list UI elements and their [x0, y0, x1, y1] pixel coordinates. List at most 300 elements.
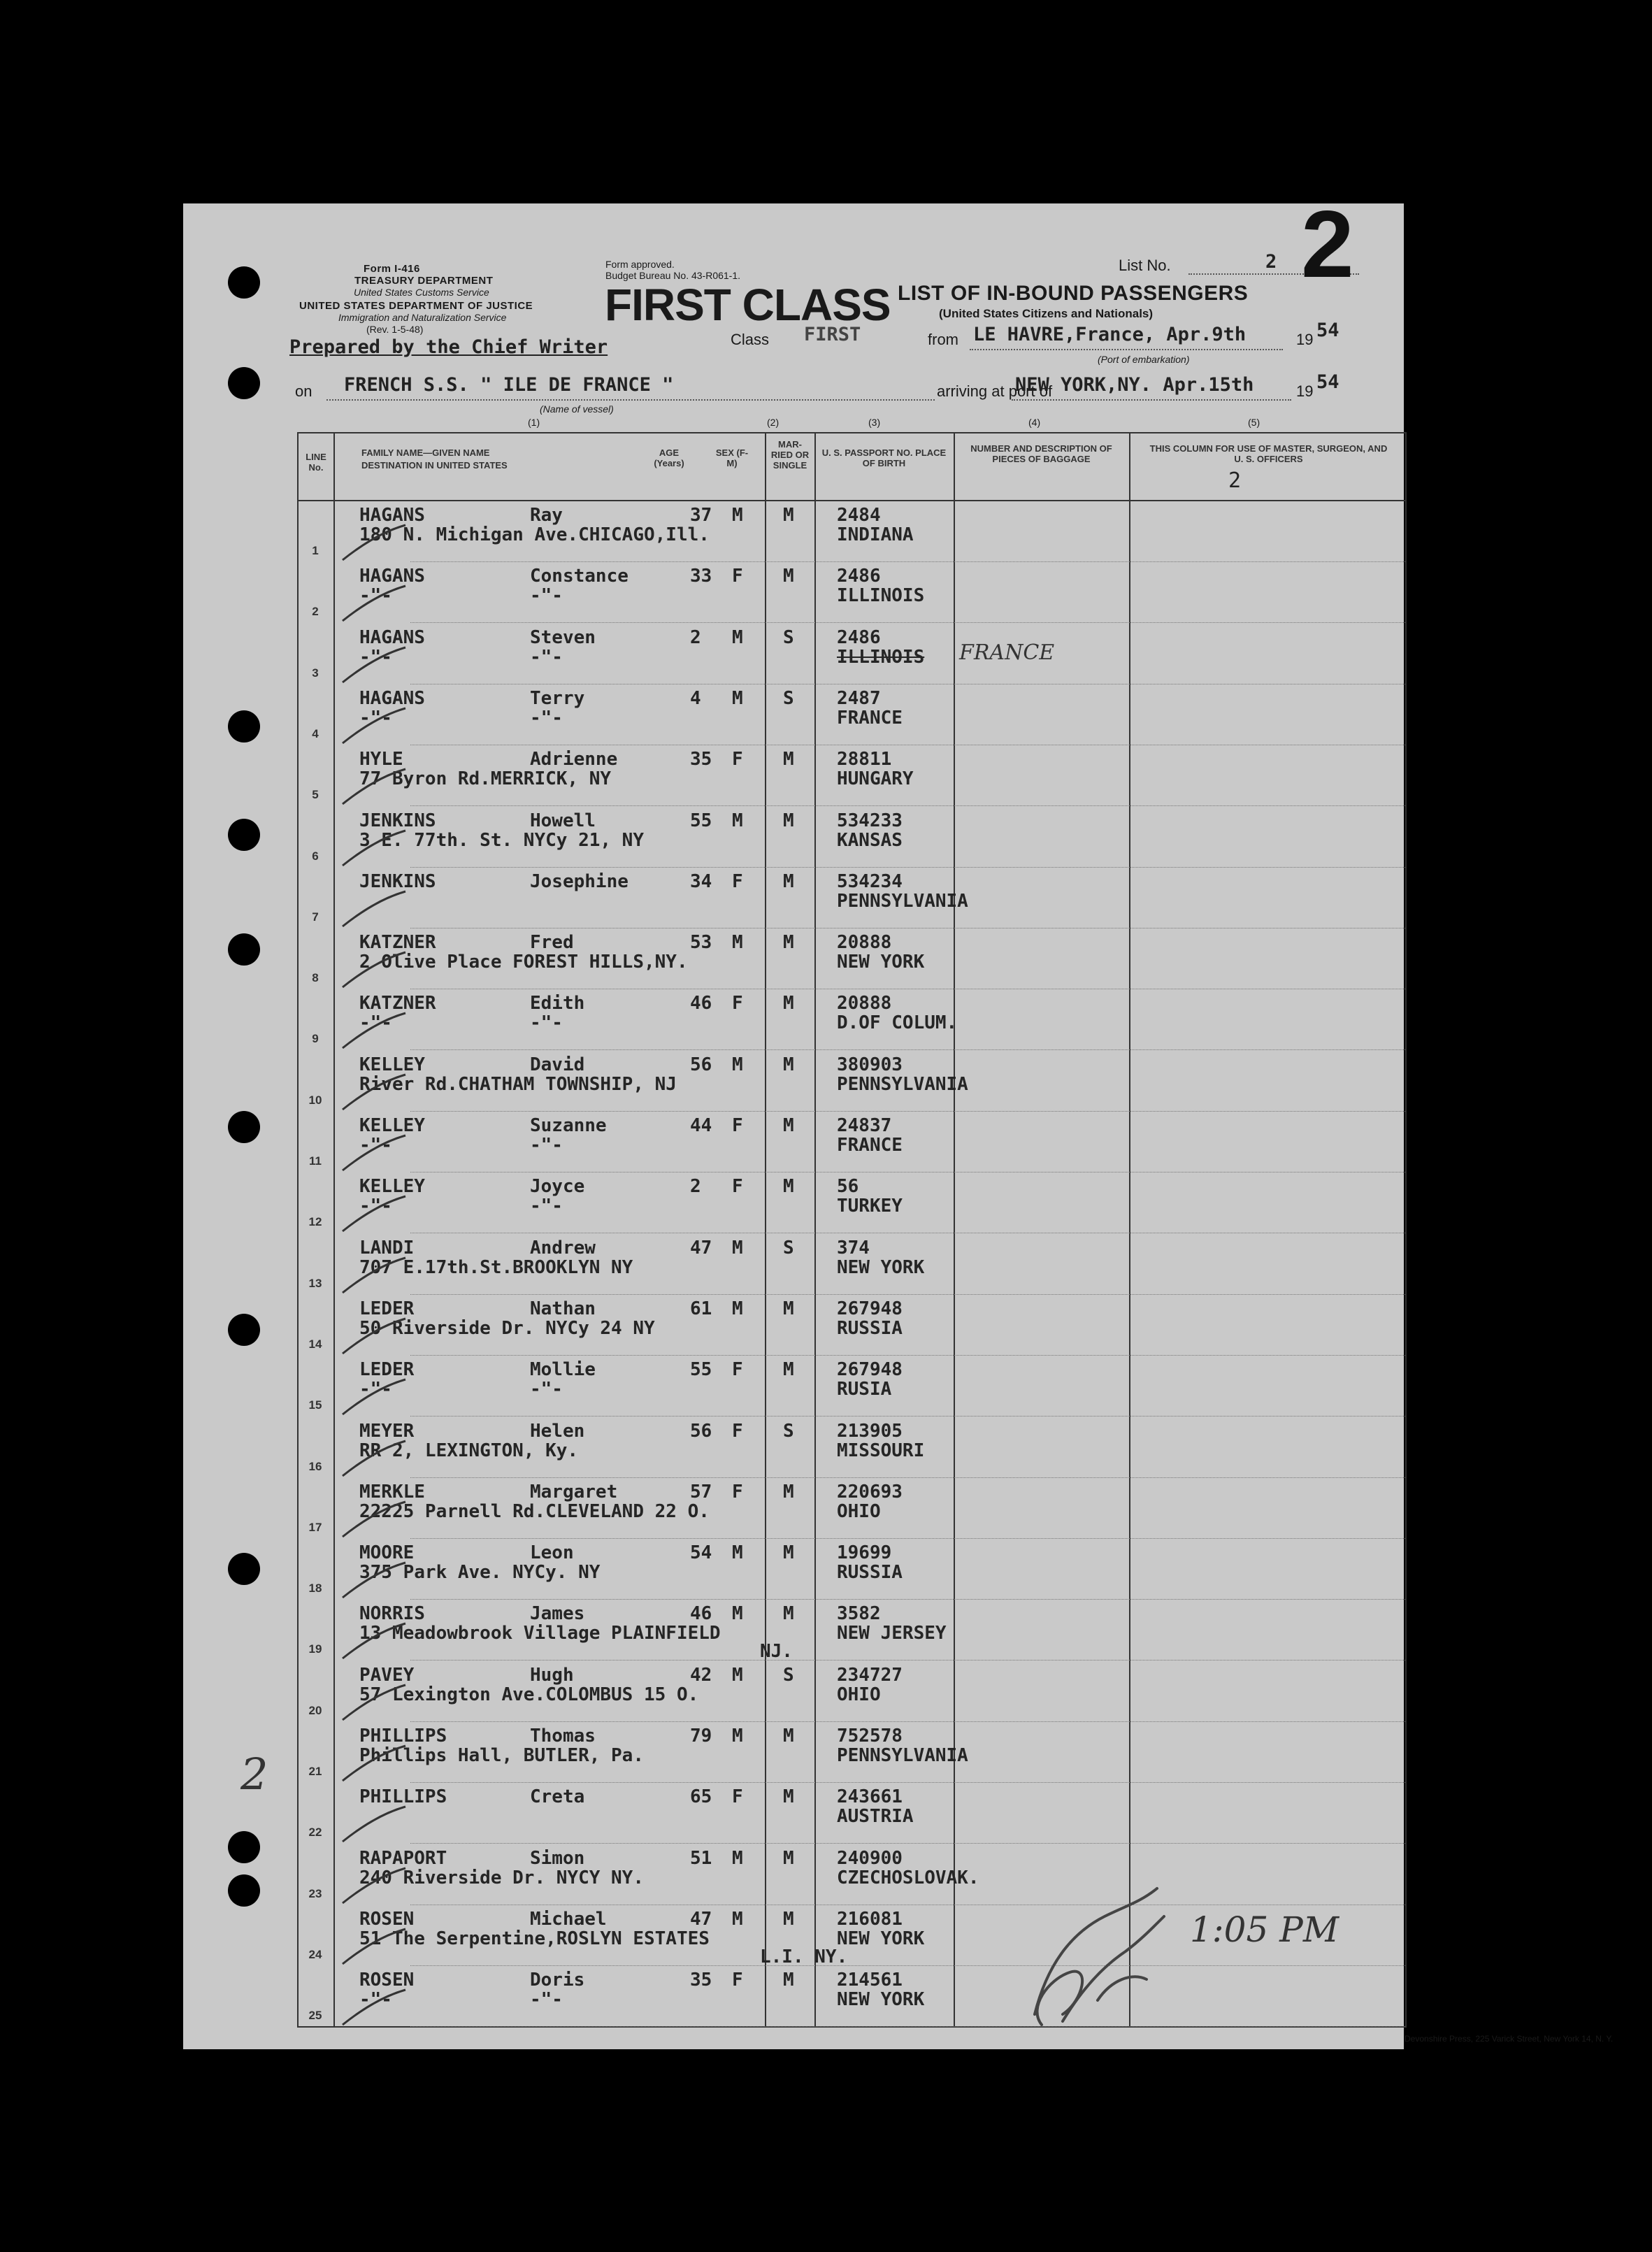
birth-place: AUSTRIA: [837, 1806, 914, 1828]
passport-number: 24837: [837, 1115, 892, 1136]
destination: 375 Park Ave. NYCy. NY: [359, 1562, 601, 1584]
check-mark-stroke: [343, 1441, 405, 1476]
line-number: 20: [308, 1703, 322, 1717]
check-mark-stroke: [343, 1807, 405, 1842]
passenger-row: [299, 684, 1405, 745]
sex: F: [732, 1970, 743, 1991]
birth-place: HUNGARY: [837, 768, 914, 790]
margin-mark: 2: [240, 1749, 268, 1800]
sex: M: [732, 626, 743, 648]
line-number: 16: [308, 1459, 322, 1473]
header-destination: DESTINATION IN UNITED STATES: [361, 460, 508, 471]
birth-place: PENNSYLVANIA: [837, 1073, 968, 1095]
passenger-row: [299, 1477, 1405, 1539]
birth-place: ILLINOIS: [837, 585, 925, 607]
arrival-value: NEW YORK,NY. Apr.15th: [1015, 374, 1254, 396]
sex: M: [732, 1542, 743, 1564]
sex: F: [732, 1359, 743, 1381]
given-name: Fred: [530, 932, 574, 954]
passenger-row: [299, 1721, 1405, 1783]
sex: M: [732, 1726, 743, 1747]
big-page-number: 2: [1301, 191, 1354, 297]
given-name: Edith: [530, 993, 585, 1014]
class-label: Class: [731, 331, 770, 348]
line-number: 15: [308, 1398, 322, 1412]
age: 55: [690, 810, 712, 831]
passenger-table: [297, 432, 1614, 2044]
destination-continuation: NJ.: [760, 1641, 793, 1663]
marital-status: M: [783, 749, 794, 770]
vessel-line: [326, 399, 935, 401]
age: 56: [690, 1054, 712, 1075]
check-mark-stroke: [343, 708, 405, 743]
passenger-row: [299, 1661, 1405, 1722]
line-number: 3: [312, 666, 319, 680]
embarkation-value: LE HAVRE,France, Apr.9th: [973, 324, 1247, 345]
passport-number: 267948: [837, 1359, 903, 1381]
destination: -"-: [359, 585, 392, 607]
destination: -"-: [359, 1135, 392, 1156]
birth-place: FRANCE: [837, 707, 903, 729]
age: 4: [690, 687, 701, 709]
age: 51: [690, 1847, 712, 1869]
given-name: James: [530, 1603, 585, 1625]
line-number: 13: [308, 1276, 322, 1290]
marital-status: M: [783, 1726, 794, 1747]
passenger-row: [299, 501, 1405, 562]
birth-place: PENNSYLVANIA: [837, 1745, 968, 1766]
family-name: KELLEY: [359, 1176, 425, 1198]
line-number: 11: [309, 1154, 322, 1168]
col-num-5: (5): [1248, 417, 1260, 428]
destination: Phillips Hall, BUTLER, Pa.: [359, 1745, 644, 1766]
family-name: ROSEN: [359, 1970, 415, 1991]
marital-status: M: [783, 1908, 794, 1930]
age: 35: [690, 749, 712, 770]
line-number: 23: [308, 1886, 322, 1900]
destination: 51 The Serpentine,ROSLYN ESTATES: [359, 1928, 710, 1949]
check-mark-stroke: [343, 1379, 405, 1414]
family-name: RAPAPORT: [359, 1847, 447, 1869]
vessel-caption: (Name of vessel): [540, 403, 614, 415]
passenger-row: [299, 806, 1405, 868]
age: 42: [690, 1664, 712, 1686]
destination-ditto: -"-: [530, 707, 563, 729]
marital-status: M: [783, 870, 794, 892]
line-number: 18: [308, 1582, 322, 1595]
passport-number: 240900: [837, 1847, 903, 1869]
marital-status: M: [783, 932, 794, 954]
class-value: FIRST: [804, 324, 861, 345]
given-name: Michael: [530, 1908, 607, 1930]
given-name: Andrew: [530, 1237, 596, 1258]
destination: -"-: [359, 1379, 392, 1400]
given-name: Howell: [530, 810, 596, 831]
marital-status: M: [783, 1359, 794, 1381]
line-number: 5: [312, 788, 319, 802]
given-name: Josephine: [530, 870, 629, 892]
passport-number: 374: [837, 1237, 870, 1258]
age: 61: [690, 1298, 712, 1319]
passenger-row: [299, 1294, 1405, 1356]
birth-place: MISSOURI: [837, 1440, 925, 1461]
family-name: KATZNER: [359, 932, 436, 954]
check-mark-stroke: [343, 1319, 405, 1354]
dept-customs: United States Customs Service: [354, 287, 489, 298]
check-mark: [339, 1498, 409, 1540]
birth-place: RUSIA: [837, 1379, 892, 1400]
check-mark: [339, 1010, 409, 1052]
check-mark-stroke: [343, 647, 405, 682]
destination: 2 Olive Place FOREST HILLS,NY.: [359, 952, 688, 973]
check-mark: [339, 1193, 409, 1235]
check-mark-stroke: [343, 1075, 405, 1110]
marital-status: S: [783, 626, 794, 648]
birth-place: D.OF COLUM.: [837, 1012, 958, 1034]
form-number: Form I-416: [364, 263, 420, 275]
passport-number: 20888: [837, 932, 892, 954]
officer-mark: 2: [1228, 468, 1242, 493]
form-revision: (Rev. 1-5-48): [366, 324, 424, 335]
check-mark-stroke: [343, 1990, 405, 2025]
given-name: Terry: [530, 687, 585, 709]
check-mark: [339, 1376, 409, 1418]
given-name: Helen: [530, 1420, 585, 1442]
marital-status: M: [783, 505, 794, 526]
given-name: Doris: [530, 1970, 585, 1991]
list-no-value: 2: [1265, 251, 1277, 273]
given-name: David: [530, 1054, 585, 1075]
destination: 57 Lexington Ave.COLOMBUS 15 O.: [359, 1684, 699, 1705]
manifest-sheet: [183, 191, 1614, 2049]
line-number: 9: [312, 1032, 319, 1046]
passenger-row: [299, 1965, 1405, 2027]
punch-hole: [228, 1831, 260, 1863]
passport-number: 234727: [837, 1664, 903, 1686]
marital-status: M: [783, 1603, 794, 1625]
marital-status: M: [783, 1847, 794, 1869]
sex: F: [732, 566, 743, 587]
birth-place: NEW YORK: [837, 952, 925, 973]
destination-ditto: -"-: [530, 1012, 563, 1034]
sex: M: [732, 1603, 743, 1625]
check-mark-stroke: [343, 1868, 405, 1903]
line-number: 19: [308, 1642, 322, 1656]
header-married: MAR-RIED OR SINGLE: [770, 439, 810, 471]
destination: -"-: [359, 1012, 392, 1034]
family-name: MOORE: [359, 1542, 415, 1564]
first-class-stamp: FIRST CLASS: [605, 280, 891, 330]
sex: M: [732, 1237, 743, 1258]
birth-place: INDIANA: [837, 524, 914, 545]
arriving-label: arriving at port of: [937, 382, 1053, 400]
birth-place: RUSSIA: [837, 1317, 903, 1339]
age: 2: [690, 626, 701, 648]
family-name: HAGANS: [359, 566, 425, 587]
header-line-no: LINE No.: [306, 452, 326, 473]
sex: M: [732, 1664, 743, 1686]
sex: M: [732, 810, 743, 831]
col-num-1: (1): [528, 417, 540, 428]
passenger-row: [299, 1417, 1405, 1478]
line-number: 14: [308, 1337, 322, 1351]
line-number: 2: [312, 605, 319, 619]
given-name: Joyce: [530, 1176, 585, 1198]
check-mark: [339, 766, 409, 808]
sex: F: [732, 1481, 743, 1502]
passport-number: 214561: [837, 1970, 903, 1991]
line-number: 12: [308, 1215, 322, 1229]
family-name: HYLE: [359, 749, 403, 770]
vessel-name: FRENCH S.S. " ILE DE FRANCE ": [344, 374, 674, 396]
header-baggage: NUMBER AND DESCRIPTION OF PIECES OF BAGGAGE: [970, 443, 1112, 464]
col-num-3: (3): [868, 417, 881, 428]
punch-hole: [228, 1553, 260, 1585]
destination: -"-: [359, 707, 392, 729]
arrival-line: [1012, 399, 1291, 401]
check-mark: [339, 1742, 409, 1784]
inspector-signature: [1021, 1874, 1175, 2035]
age: 33: [690, 566, 712, 587]
check-mark-stroke: [343, 1258, 405, 1293]
family-name: JENKINS: [359, 810, 436, 831]
header-passport: U. S. PASSPORT NO. PLACE OF BIRTH: [821, 447, 947, 468]
marital-status: M: [783, 566, 794, 587]
check-mark: [339, 1925, 409, 1967]
year-value-1: 54: [1316, 320, 1339, 341]
from-line: [970, 349, 1283, 350]
age: 2: [690, 1176, 701, 1198]
marital-status: S: [783, 1664, 794, 1686]
check-mark-stroke: [343, 769, 405, 804]
sex: M: [732, 1908, 743, 1930]
passport-number: 216081: [837, 1908, 903, 1930]
family-name: NORRIS: [359, 1603, 425, 1625]
sex: M: [732, 505, 743, 526]
check-mark-stroke: [343, 952, 405, 987]
family-name: JENKINS: [359, 870, 436, 892]
printer-footer: Devonshire Press, 225 Varick Street, New York 14, N. Y.: [1405, 2034, 1614, 2044]
marital-status: M: [783, 1786, 794, 1808]
family-name: LEDER: [359, 1298, 415, 1319]
passport-number: 534233: [837, 810, 903, 831]
sex: M: [732, 687, 743, 709]
passenger-row: [299, 1782, 1405, 1844]
check-mark: [339, 1315, 409, 1357]
check-mark-stroke: [343, 1929, 405, 1964]
given-name: Constance: [530, 566, 629, 587]
age: 37: [690, 505, 712, 526]
family-name: MERKLE: [359, 1481, 425, 1502]
birth-place: KANSAS: [837, 829, 903, 851]
passport-number: 2484: [837, 505, 881, 526]
passenger-row: [299, 928, 1405, 989]
header-age: AGE (Years): [654, 447, 684, 468]
birth-place: FRANCE: [837, 1135, 903, 1156]
header-officers: THIS COLUMN FOR USE OF MASTER, SURGEON, AND U. S. OFFICERS: [1149, 443, 1388, 464]
line-number: 10: [308, 1093, 322, 1107]
age: 56: [690, 1420, 712, 1442]
destination: River Rd.CHATHAM TOWNSHIP, NJ: [359, 1073, 677, 1095]
marital-status: S: [783, 1420, 794, 1442]
check-mark-stroke: [343, 1746, 405, 1781]
check-mark: [339, 1132, 409, 1174]
passport-number: 28811: [837, 749, 892, 770]
check-mark-stroke: [343, 1013, 405, 1048]
given-name: Thomas: [530, 1726, 596, 1747]
check-mark: [339, 1437, 409, 1479]
family-name: ROSEN: [359, 1908, 415, 1930]
check-mark-stroke: [343, 525, 405, 560]
line-number: 7: [312, 910, 319, 924]
marital-status: M: [783, 810, 794, 831]
check-mark-stroke: [343, 1685, 405, 1720]
line-number: 8: [312, 971, 319, 985]
destination: 240 Riverside Dr. NYCY NY.: [359, 1867, 644, 1888]
age: 46: [690, 1603, 712, 1625]
destination: -"-: [359, 646, 392, 668]
family-name: HAGANS: [359, 626, 425, 648]
family-name: LANDI: [359, 1237, 415, 1258]
form-approved: Form approved.: [605, 259, 675, 270]
destination-ditto: -"-: [530, 1135, 563, 1156]
embarkation-caption: (Port of embarkation): [1098, 354, 1190, 365]
given-name: Mollie: [530, 1359, 596, 1381]
passport-number: 19699: [837, 1542, 892, 1564]
marital-status: M: [783, 1298, 794, 1319]
family-name: PAVEY: [359, 1664, 415, 1686]
check-mark: [339, 705, 409, 747]
age: 44: [690, 1115, 712, 1136]
birth-place: OHIO: [837, 1684, 881, 1705]
destination: 50 Riverside Dr. NYCy 24 NY: [359, 1317, 655, 1339]
age: 54: [690, 1542, 712, 1564]
birth-place: NEW YORK: [837, 1989, 925, 2011]
check-mark: [339, 1620, 409, 1662]
passport-number: 20888: [837, 993, 892, 1014]
given-name: Nathan: [530, 1298, 596, 1319]
marital-status: M: [783, 1970, 794, 1991]
dept-justice: UNITED STATES DEPARTMENT OF JUSTICE: [299, 300, 533, 312]
destination: -"-: [359, 1196, 392, 1217]
check-mark-stroke: [343, 1623, 405, 1658]
given-name: Leon: [530, 1542, 574, 1564]
check-mark-stroke: [343, 1135, 405, 1170]
passport-number: 2486: [837, 566, 881, 587]
passenger-row: [299, 1111, 1405, 1172]
row-rule: [410, 2026, 1405, 2027]
col-num-4: (4): [1028, 417, 1041, 428]
passenger-row: [299, 1599, 1405, 1661]
check-mark: [339, 522, 409, 564]
header-name: FAMILY NAME—GIVEN NAME: [361, 447, 490, 458]
family-name: LEDER: [359, 1359, 415, 1381]
line-number: 4: [312, 726, 319, 740]
marital-status: S: [783, 1237, 794, 1258]
year-prefix-1: 19: [1296, 331, 1314, 348]
birth-place: TURKEY: [837, 1196, 903, 1217]
signature-stroke: [1035, 1888, 1164, 2025]
passport-number: 2486: [837, 626, 881, 648]
check-mark: [339, 1254, 409, 1296]
passport-number: 2487: [837, 687, 881, 709]
check-mark-stroke: [343, 1563, 405, 1598]
destination-continuation: L.I. NY.: [760, 1946, 848, 1967]
destination-ditto: -"-: [530, 646, 563, 668]
birth-place: NEW JERSEY: [837, 1623, 947, 1644]
age: 53: [690, 932, 712, 954]
age: 47: [690, 1908, 712, 1930]
passport-number: 220693: [837, 1481, 903, 1502]
birth-place-correction: FRANCE: [959, 640, 1055, 665]
sex: F: [732, 993, 743, 1014]
check-mark-stroke: [343, 1196, 405, 1231]
sex: F: [732, 749, 743, 770]
passport-number: 267948: [837, 1298, 903, 1319]
header-sex: SEX (F-M): [715, 447, 749, 468]
marital-status: M: [783, 1481, 794, 1502]
check-mark: [339, 1071, 409, 1113]
passenger-row: [299, 1050, 1405, 1112]
check-mark: [339, 582, 409, 624]
line-number: 22: [308, 1826, 322, 1839]
col-num-2: (2): [767, 417, 780, 428]
punch-hole: [228, 710, 260, 743]
birth-place: ILLINOIS: [837, 646, 925, 668]
destination-ditto: -"-: [530, 1989, 563, 2011]
on-label: on: [295, 382, 313, 400]
punch-hole: [228, 1111, 260, 1143]
passport-number: 243661: [837, 1786, 903, 1808]
list-no-label: List No.: [1119, 257, 1171, 274]
destination: -"-: [359, 1989, 392, 2011]
marital-status: M: [783, 1054, 794, 1075]
check-mark: [339, 949, 409, 991]
sex: M: [732, 932, 743, 954]
birth-place: NEW YORK: [837, 1928, 925, 1949]
passenger-row: [299, 745, 1405, 806]
family-name: HAGANS: [359, 505, 425, 526]
marital-status: M: [783, 1542, 794, 1564]
sex: F: [732, 1176, 743, 1198]
prepared-by: Prepared by the Chief Writer: [289, 336, 608, 358]
family-name: PHILLIPS: [359, 1786, 447, 1808]
check-mark-stroke: [343, 586, 405, 621]
check-mark: [339, 644, 409, 686]
birth-place: PENNSYLVANIA: [837, 890, 968, 912]
line-number: 17: [308, 1520, 322, 1534]
birth-place: RUSSIA: [837, 1562, 903, 1584]
passport-number: 213905: [837, 1420, 903, 1442]
destination: 707 E.17th.St.BROOKLYN NY: [359, 1256, 633, 1278]
given-name: Hugh: [530, 1664, 574, 1686]
destination: 22225 Parnell Rd.CLEVELAND 22 O.: [359, 1500, 710, 1522]
check-mark: [339, 1681, 409, 1723]
year-value-2: 54: [1316, 371, 1339, 393]
destination-ditto: -"-: [530, 1379, 563, 1400]
budget-bureau: Budget Bureau No. 43-R061-1.: [605, 270, 741, 281]
age: 55: [690, 1359, 712, 1381]
destination: 77 Byron Rd.MERRICK, NY: [359, 768, 612, 790]
age: 79: [690, 1726, 712, 1747]
marital-status: S: [783, 687, 794, 709]
family-name: KELLEY: [359, 1115, 425, 1136]
family-name: KELLEY: [359, 1054, 425, 1075]
destination: 3 E. 77th. St. NYCy 21, NY: [359, 829, 644, 851]
passenger-row: [299, 1233, 1405, 1295]
destination-ditto: -"-: [530, 585, 563, 607]
passport-number: 380903: [837, 1054, 903, 1075]
